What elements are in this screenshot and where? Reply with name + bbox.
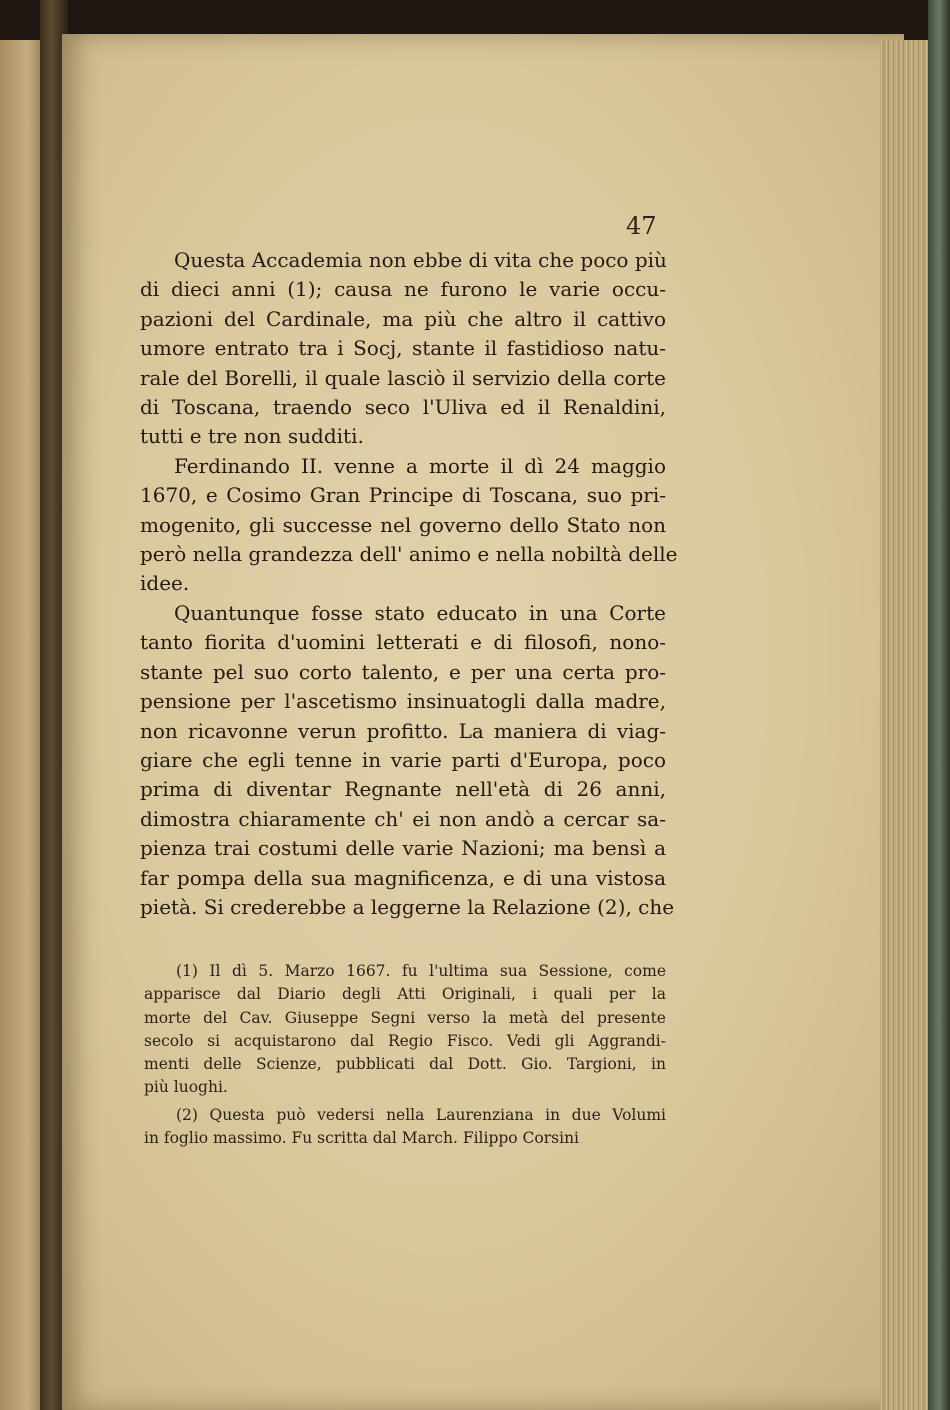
- cover-edge: [928, 0, 950, 1410]
- footnotes: [144, 960, 666, 1150]
- text-line: stante pel suo corto talento, e per una certa pro-: [140, 659, 666, 684]
- body-text: [140, 246, 678, 922]
- footnote-line: secolo si acquistarono dal Regio Fisco. Vedi gli Aggrandi-: [144, 1031, 666, 1050]
- page-number: 47: [626, 212, 657, 240]
- text-line: prima di diventar Regnante nell'età di 26 anni,: [140, 777, 666, 802]
- text-line: Quantunque fosse stato educato in una Corte: [174, 600, 666, 625]
- footnote-line: (1) Il dì 5. Marzo 1667. fu l'ultima sua Sessione, come: [176, 962, 666, 980]
- paragraph: [140, 452, 678, 599]
- text-line: rale del Borelli, il quale lasciò il servizio della corte: [140, 365, 666, 390]
- text-line: 1670, e Cosimo Gran Principe di Toscana, suo pri-: [140, 483, 666, 508]
- text-line: pazioni del Cardinale, ma più che altro il cattivo: [140, 306, 666, 331]
- footnote-2: [144, 1104, 666, 1151]
- paragraph: [140, 599, 675, 922]
- text-line: non ricavonne verun profitto. La maniera di viag-: [140, 718, 666, 743]
- text-line: giare che egli tenne in varie parti d'Europa, poco: [140, 747, 666, 772]
- text-line: idee.: [140, 571, 190, 596]
- text-line: pienza trai costumi delle varie Nazioni; ma bensì a: [140, 836, 666, 861]
- text-line: tanto fiorita d'uomini letterati e di filosofi, nono-: [140, 630, 666, 655]
- footnote-line: (2) Questa può vedersi nella Laurenziana in due Volumi: [176, 1105, 666, 1124]
- text-line: però nella grandezza dell' animo e nella nobiltà delle: [140, 542, 678, 567]
- text-line: far pompa della sua magnificenza, e di una vistosa: [140, 865, 666, 890]
- paragraph: [140, 246, 666, 452]
- footnote-line: menti delle Scienze, pubblicati dal Dott. Gio. Targioni, in: [144, 1055, 666, 1074]
- text-line: pensione per l'ascetismo insinuatogli dalla madre,: [140, 689, 666, 714]
- text-line: umore entrato tra i Socj, stante il fastidioso natu-: [140, 336, 666, 361]
- footnote-1: [144, 960, 666, 1100]
- page-block-edges: [880, 40, 930, 1410]
- footnote-line: apparisce dal Diario degli Atti Originali, i quali per la: [144, 985, 666, 1004]
- text-line: Ferdinando II. venne a morte il dì 24 maggio: [174, 453, 666, 478]
- footnote-line: più luoghi.: [144, 1078, 228, 1097]
- text-line: Questa Accademia non ebbe di vita che poco più: [174, 248, 667, 272]
- text-line: tutti e tre non sudditi.: [140, 424, 364, 449]
- footnote-line: morte del Cav. Giuseppe Segni verso la metà del presente: [144, 1008, 666, 1027]
- footnote-line: in foglio massimo. Fu scritta dal March. Filippo Corsini: [144, 1129, 580, 1148]
- text-line: dimostra chiaramente ch' ei non andò a cercar sa-: [140, 806, 666, 831]
- text-line: mogenito, gli successe nel governo dello Stato non: [140, 512, 666, 537]
- text-line: di Toscana, traendo seco l'Uliva ed il Renaldini,: [140, 395, 666, 420]
- text-line: pietà. Si crederebbe a leggerne la Relazione (2), che: [140, 894, 675, 919]
- text-line: di dieci anni (1); causa ne furono le varie occu-: [140, 277, 666, 302]
